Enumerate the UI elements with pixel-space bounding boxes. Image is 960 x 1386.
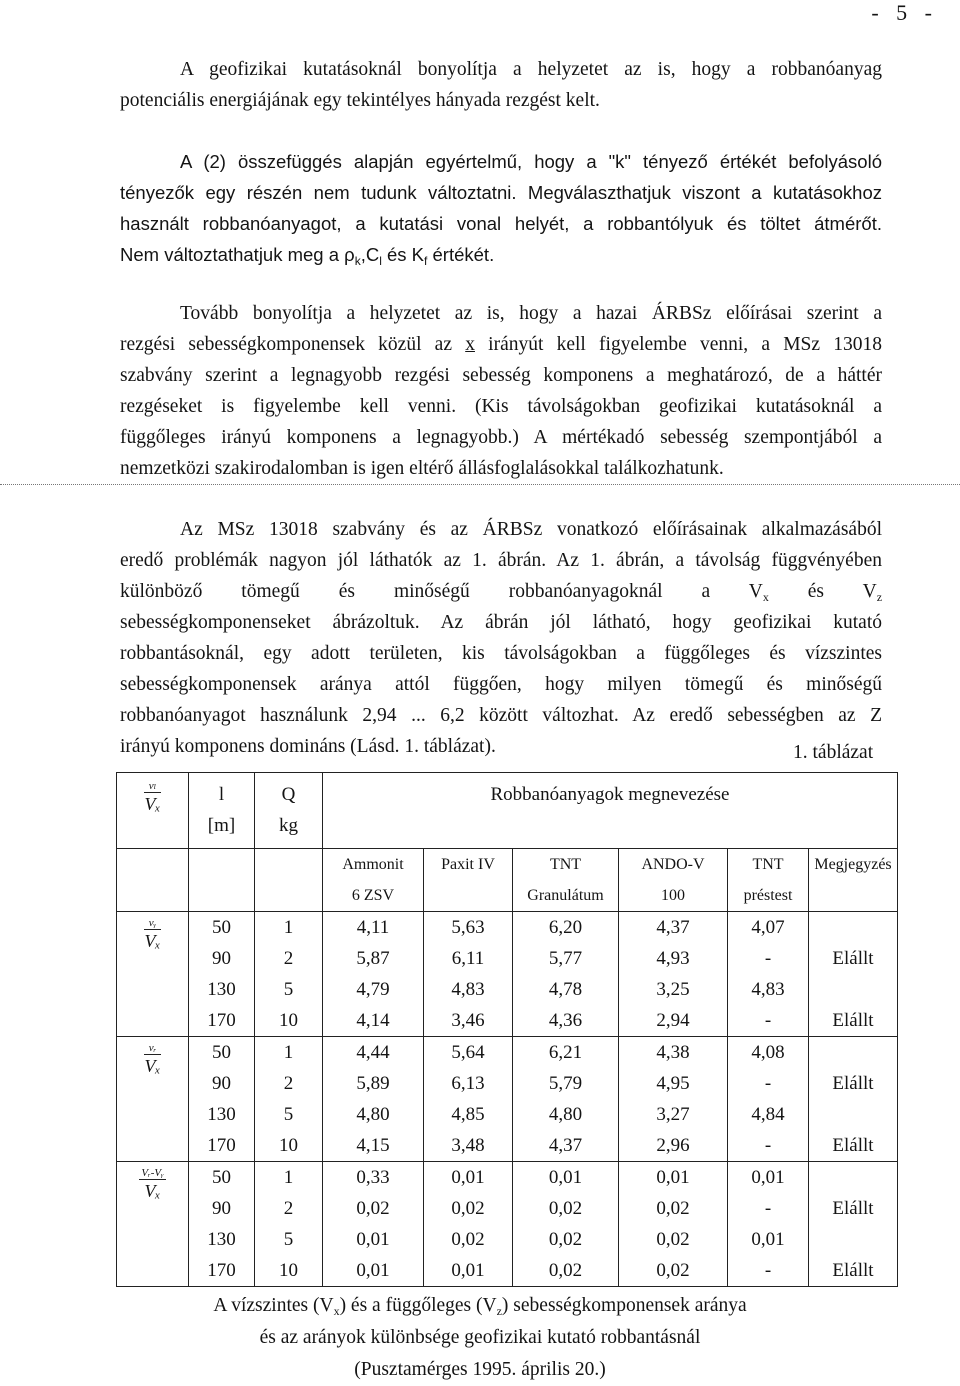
note-cell: Elállt Elállt [809,1162,898,1287]
paxit-cell: 5,63 6,11 4,83 3,46 [424,912,513,1037]
text-line: használt robbanóanyagot, a kutatási vonal helyét, a robbantólyuk és töltet átmérőt. [120,213,882,234]
text-line: különböző tömegű és minőségű robbanóanyagoknál a $V_x$ és $V_z$ [120,581,883,604]
explosive-name-cell: Paxit IV [424,849,513,912]
table-group-row [117,1037,898,1162]
text-line: függőleges irányú komponens a legnagyobb.) A mértékadó sebesség szempontjából a [120,427,882,448]
tnt-granulatum-cell: 6,20 5,77 4,78 4,36 [513,912,619,1037]
tnt-granulatum-cell: 6,21 5,79 4,80 4,37 [513,1037,619,1162]
text-line: irányú komponens domináns (Lásd. 1. táblázat). [120,736,496,757]
table-label: 1. táblázat [793,742,874,763]
paragraph-1 [120,54,882,116]
table-group-row [117,912,898,1037]
text-line: Az MSz 13018 szabvány és az ÁRBSz vonatkozó előírásainak alkalmazásából [180,519,882,540]
empty-cell [189,849,255,912]
caption-line-1: A vízszintes $(V_x)$ és a függőleges $(V_z)$ sebességkomponensek aránya [213,1295,747,1318]
empty-cell [117,849,189,912]
ammonit-cell: 0,33 0,02 0,01 0,01 [323,1162,424,1287]
tnt-prestest-cell: 4,07 - 4,83 - [728,912,809,1037]
text-line: potenciális energiájának egy tekintélyes hányada rezgést kelt. [120,90,600,111]
table-header-row [117,773,898,849]
tnt-prestest-cell: 0,01 - 0,01 - [728,1162,809,1287]
text-line: rezgési sebességkomponensek közül az x irányút kell figyelembe venni, a MSz 13018 [120,334,882,355]
text-line: robbanóanyagot használunk 2,94 ... 6,2 között változhat. Az eredő sebességben az Z [120,705,882,726]
text-line: sebességkomponensek aránya attól függően, hogy milyen tömegű és minőségű [120,674,882,695]
text-line: nemzetközi szakirodalomban is igen eltérő állásfoglalásokkal találkozhatunk. [120,458,724,479]
charge-cell: 1 2 5 10 [255,1162,323,1287]
scan-artifact-line [0,484,960,485]
text-line: A geofizikai kutatásoknál bonyolítja a helyzetet az is, hogy a robbanóanyag [180,59,882,80]
distance-cell: 50 90 130 170 [189,1037,255,1162]
distance-cell: 50 90 130 170 [189,912,255,1037]
caption-line-2: és az arányok különbsége geofizikai kutató robbantásnál [259,1327,701,1348]
text-line: robbantásoknál, egy adott területen, kis távolságokban a függőleges és vízszintes [120,643,882,664]
ando-v-cell: 4,37 4,93 3,25 2,94 [619,912,728,1037]
note-cell: Elállt Elállt [809,1037,898,1162]
charge-cell: 1 2 5 10 [255,1037,323,1162]
distance-cell: 50 90 130 170 [189,1162,255,1287]
ratio-header-cell [117,773,189,849]
explosive-name-cell: ANDO-V 100 [619,849,728,912]
empty-cell [255,849,323,912]
note-cell: Elállt Elállt [809,912,898,1037]
ando-v-cell: 4,38 4,95 3,27 2,96 [619,1037,728,1162]
charge-header-cell: Q kg [255,773,323,849]
paragraph-3 [120,298,882,484]
ammonit-cell: 4,11 5,87 4,79 4,14 [323,912,424,1037]
table-group-row [117,1162,898,1287]
explosive-name-cell: TNT Granulátum [513,849,619,912]
tnt-granulatum-cell: 0,01 0,02 0,02 0,02 [513,1162,619,1287]
charge-cell: 1 2 5 10 [255,912,323,1037]
distance-header-cell: l [m] [189,773,255,849]
ando-v-cell: 0,01 0,02 0,02 0,02 [619,1162,728,1287]
explosives-title-cell: Robbanóanyagok megnevezése [323,773,898,849]
ratio-cell: $\frac{\text{vᵣ}}{\text{Vₓ}}$ [117,1037,189,1162]
data-table [116,772,898,1287]
ratio-cell: $\frac{\text{vᵧ}}{\text{Vₓ}}$ [117,912,189,1037]
table-caption [0,1290,960,1386]
text-line: eredő problémák nagyon jól láthatók az 1. ábrán. Az 1. ábrán, a távolság függvényében [120,550,882,571]
explosive-name-cell: TNT préstest [728,849,809,912]
tnt-prestest-cell: 4,08 - 4,84 - [728,1037,809,1162]
table-subheader-row [117,849,898,912]
caption-line-3: (Pusztamérges 1995. április 20.) [354,1359,606,1380]
text-line: sebességkomponenseket ábrázoltuk. Az ábrán jól látható, hogy geofizikai kutató [120,612,882,633]
explosive-name-cell: Ammonit 6 ZSV [323,849,424,912]
text-line: szabvány szerint a legnagyobb rezgési sebesség komponens a meghatározó, de a háttér [120,365,882,386]
text-line: A (2) összefüggés alapján egyértelmű, hogy a "k" tényező értékét befolyásoló [180,151,882,172]
explosive-name-cell: Megjegyzés [809,849,898,912]
text-line: Tovább bonyolítja a helyzetet az is, hogy a hazai ÁRBSz előírásai szerint a [180,303,882,324]
ratio-cell: $\frac{\text{Vᵣ-Vᵧ}}{\text{Vₓ}}$ [117,1162,189,1287]
paragraph-4 [120,514,882,762]
text-line: Nem változtathatjuk meg a $\rho_k,C_l$ és $K_f$ értékét. [120,244,495,268]
text-line: tényezők egy részén nem tudunk változtatni. Megválaszthatjuk viszont a kutatásokhoz [120,182,882,203]
text-line: rezgéseket is figyelembe kell venni. (Kis távolságokban geofizikai kutatásoknál a [120,396,882,417]
page-number: - 5 - [871,0,938,25]
paxit-cell: 0,01 0,02 0,02 0,01 [424,1162,513,1287]
paxit-cell: 5,64 6,13 4,85 3,48 [424,1037,513,1162]
paragraph-2 [120,146,882,270]
ratio-fraction: $\frac{\text{vₗ}}{\text{Vₓ}}$ [144,780,161,814]
ammonit-cell: 4,44 5,89 4,80 4,15 [323,1037,424,1162]
